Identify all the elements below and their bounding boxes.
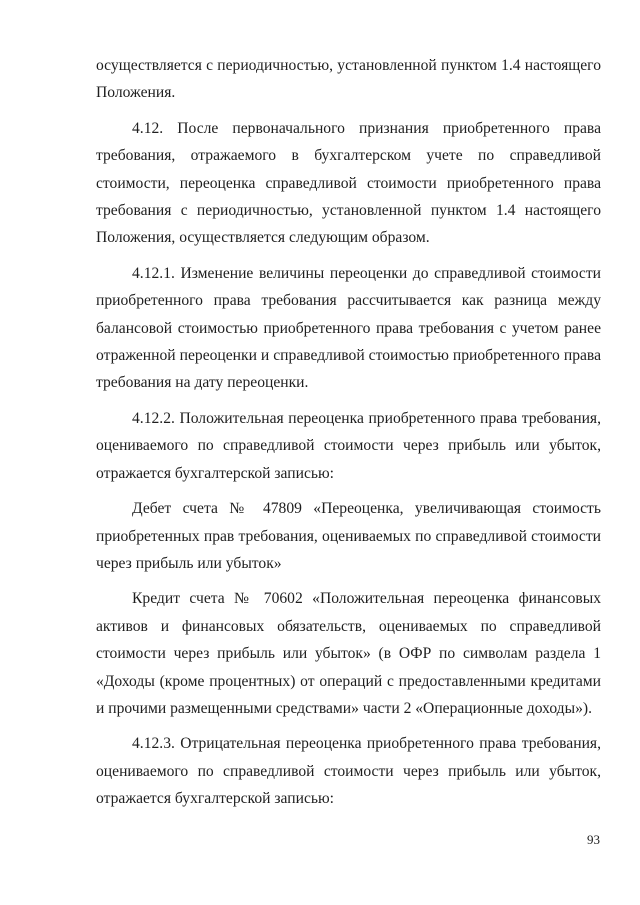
paragraph-debit-47809: Дебет счета № 47809 «Переоценка, увеличивающая стоимость приобретенных прав требования, оцениваемых по справедливой стоимости через прибыль или убыток» [96, 500, 601, 572]
paragraph-4-12: 4.12. После первоначального признания приобретенного права требования, отражаемого в бухгалтерском учете по справедливой стоимости, переоценка справедливой стоимости приобретенного права требования с периодичностью, установленной пунктом 1.4 настоящего Положения, осуществляется следующим образом. [96, 119, 601, 247]
paragraph-continuation: осуществляется с периодичностью, установленной пунктом 1.4 настоящего Положения. [96, 57, 601, 102]
paragraph-4-12-2: 4.12.2. Положительная переоценка приобретенного права требования, оцениваемого по справедливой стоимости через прибыль или убыток, отражается бухгалтерской записью: [96, 409, 601, 482]
paragraph-credit-70602: Кредит счета № 70602 «Положительная переоценка финансовых активов и финансовых обязательств, оцениваемых по справедливой стоимости через прибыль или убыток» (в ОФР по символам раздела 1 «Доходы (кроме процентных) от операций с предоставленными кредитами и прочими размещенными средствами» части 2 «Операционные доходы»). [96, 590, 601, 717]
paragraph-4-12-1: 4.12.1. Изменение величины переоценки до справедливой стоимости приобретенного права требования рассчитывается как разница между балансовой стоимостью приобретенного права требования с учетом ранее отраженной переоценки и справедливой стоимостью приобретенного права требования на дату переоценки. [96, 264, 601, 392]
body-text [96, 52, 601, 821]
page-number: 93 [587, 832, 600, 847]
paragraph-4-12-3: 4.12.3. Отрицательная переоценка приобретенного права требования, оцениваемого по справедливой стоимости через прибыль или убыток, отражается бухгалтерской записью: [96, 735, 601, 808]
